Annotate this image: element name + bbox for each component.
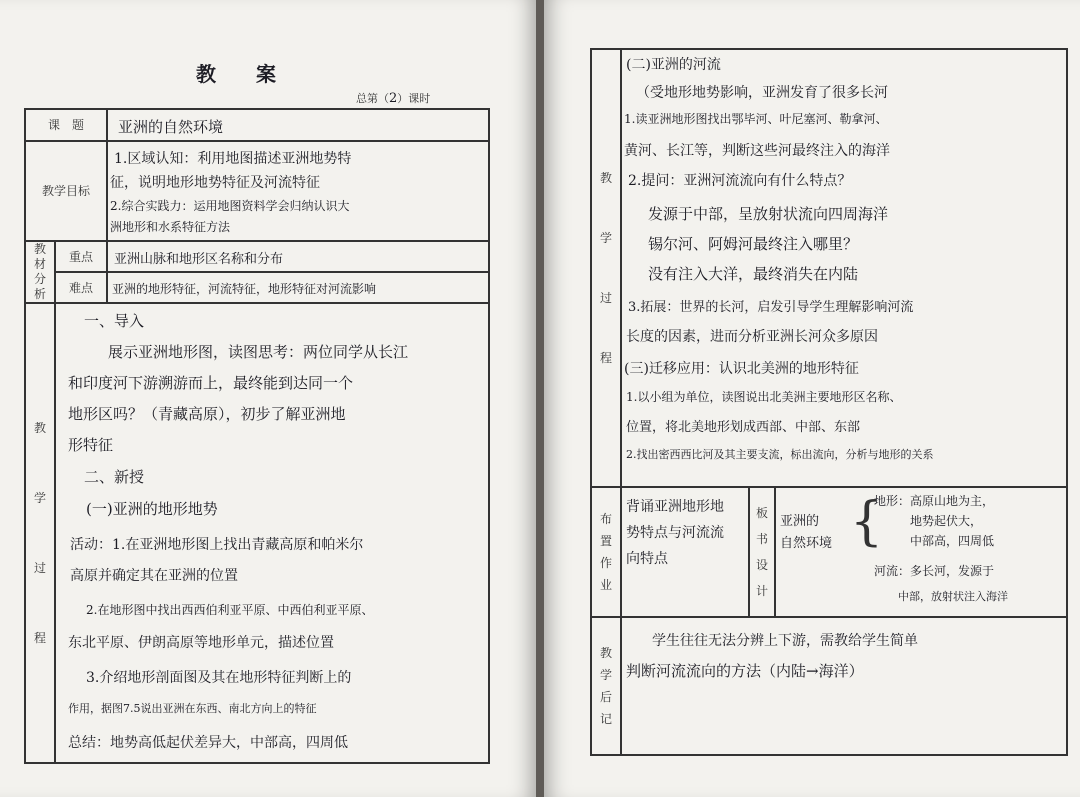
board-topic: 自然环境 <box>780 536 833 551</box>
right-lesson-table <box>590 48 1068 756</box>
lesson-count-prefix: 总第（ <box>356 92 389 105</box>
lesson-plan-title: 教 案 <box>196 62 276 86</box>
key-point-cell <box>107 241 489 272</box>
book-gutter <box>536 0 544 797</box>
process-line: 3.拓展：世界的长河，启发引导学生理解影响河流 <box>628 300 914 315</box>
objective-line-3: 2.综合实践力：运用地图资料学会归纳认识大 <box>110 199 350 213</box>
reflection-label: 教学后记 <box>591 617 621 755</box>
board-terrain-line: 地势起伏大， <box>910 514 983 528</box>
objectives-label: 教学目标 <box>25 141 107 241</box>
process-line: 锡尔河、阿姆河最终注入哪里？ <box>648 235 859 253</box>
process-line: 黄河、长江等，判断这些河最终注入的海洋 <box>624 143 890 159</box>
process-line: 发源于中部，呈放射状流向四周海洋 <box>648 205 889 223</box>
homework-line: 向特点 <box>626 551 668 567</box>
lesson-count-value: 2 <box>389 91 398 106</box>
process-line: 长度的因素，进而分析亚洲长河众多原因 <box>626 329 878 345</box>
left-lesson-table <box>24 108 490 764</box>
homework-board-row <box>591 487 1067 617</box>
reflection-row <box>591 617 1067 755</box>
process-line: 一、导入 <box>84 312 145 330</box>
topic-cell <box>107 109 489 141</box>
process-line: 展示亚洲地形图，读图思考：两位同学从长江 <box>108 343 409 361</box>
reflection-line: 学生往往无法分辨上下游，需教给学生简单 <box>652 633 918 649</box>
reflection-line: 判断河流流向的方法（内陆→海洋） <box>626 662 864 680</box>
board-terrain-line: 高原山地为主， <box>910 494 995 508</box>
homework-cell <box>621 487 749 617</box>
process-line: 形特征 <box>68 436 114 454</box>
homework-line: 势特点与河流流 <box>626 525 724 541</box>
process-line: 二、新授 <box>84 468 145 486</box>
process-line: 作用，据图7.5说出亚洲在东西、南北方向上的特征 <box>68 702 317 715</box>
difficult-point-text: 亚洲的地形特征，河流特征，地形特征对河流影响 <box>112 282 377 296</box>
difficult-point-cell <box>107 272 489 303</box>
topic-text: 亚洲的自然环境 <box>118 118 224 136</box>
process-line: 地形区吗？（青藏高原），初步了解亚洲地 <box>68 405 346 423</box>
key-point-text: 亚洲山脉和地形区名称和分布 <box>114 252 284 267</box>
process-cell-continued <box>621 49 1067 487</box>
process-line: 2.在地形图中找出西西伯利亚平原、中西伯利亚平原、 <box>86 603 374 617</box>
homework-label: 布置作业 <box>591 487 621 617</box>
board-terrain-label: 地形： <box>874 494 911 508</box>
difficult-point-label: 难点 <box>55 272 107 303</box>
reflection-cell <box>621 617 1067 755</box>
process-line: 没有注入大洋，最终消失在内陆 <box>648 265 859 283</box>
topic-row <box>25 109 489 141</box>
process-label: 教学过程 <box>591 49 621 487</box>
process-line: 2.找出密西西比河及其主要支流，标出流向，分析与地形的关系 <box>626 448 934 461</box>
process-line: 总结：地势高低起伏差异大，中部高，四周低 <box>68 735 348 751</box>
homework-line: 背诵亚洲地形地 <box>626 499 724 515</box>
brace-icon: { <box>850 492 884 552</box>
key-point-row <box>25 241 489 272</box>
process-line: 3.介绍地形剖面图及其在地形特征判断上的 <box>86 670 352 686</box>
objectives-cell <box>107 141 489 241</box>
right-page <box>544 0 1080 797</box>
process-line: 位置，将北美地形划成西部、中部、东部 <box>626 420 861 435</box>
objective-line-4: 洲地形和水系特征方法 <box>110 220 231 234</box>
objective-line-1: 1.区域认知：利用地图描述亚洲地势特 <box>114 151 352 167</box>
analysis-label: 教材分析 <box>25 241 55 303</box>
lesson-count-suffix: ）课时 <box>397 92 431 105</box>
process-line: 高原并确定其在亚洲的位置 <box>70 568 238 584</box>
board-topic: 亚洲的 <box>780 514 820 529</box>
process-line: 1.以小组为单位，读图说出北美洲主要地形区名称、 <box>626 390 902 404</box>
board-river-line: 中部，放射状注入海洋 <box>898 590 1008 603</box>
board-label: 板书设计 <box>749 487 775 617</box>
process-line: 2.提问：亚洲河流流向有什么特点？ <box>628 173 852 189</box>
objectives-row <box>25 141 489 241</box>
process-line: (一)亚洲的地形地势 <box>86 500 218 518</box>
process-line: 东北平原、伊朗高原等地形单元，描述位置 <box>68 635 334 651</box>
process-row-continued <box>591 49 1067 487</box>
board-terrain-line: 中部高，四周低 <box>910 534 995 548</box>
process-line: 1.读亚洲地形图找出鄂毕河、叶尼塞河、勒拿河、 <box>624 112 888 126</box>
process-line: 活动：1.在亚洲地形图上找出青藏高原和帕米尔 <box>70 537 364 553</box>
process-line: 和印度河下游溯游而上，最终能到达同一个 <box>68 374 354 392</box>
process-line: （受地形地势影响，亚洲发育了很多长河 <box>636 85 888 101</box>
board-river-label: 河流： <box>874 564 911 578</box>
process-row <box>25 303 489 763</box>
process-cell <box>55 303 489 763</box>
objective-line-2: 征，说明地形地势特征及河流特征 <box>110 175 320 191</box>
board-river-line: 多长河，发源于 <box>910 564 995 578</box>
key-point-label: 重点 <box>55 241 107 272</box>
process-line: (三)迁移应用：认识北美洲的地形特征 <box>624 361 859 377</box>
process-line: (二)亚洲的河流 <box>626 57 721 73</box>
lesson-count <box>356 90 430 106</box>
difficult-point-row <box>25 272 489 303</box>
board-cell <box>775 487 1067 617</box>
process-label: 教学过程 <box>25 303 55 763</box>
left-page <box>0 0 536 797</box>
topic-label: 课 题 <box>25 109 107 141</box>
